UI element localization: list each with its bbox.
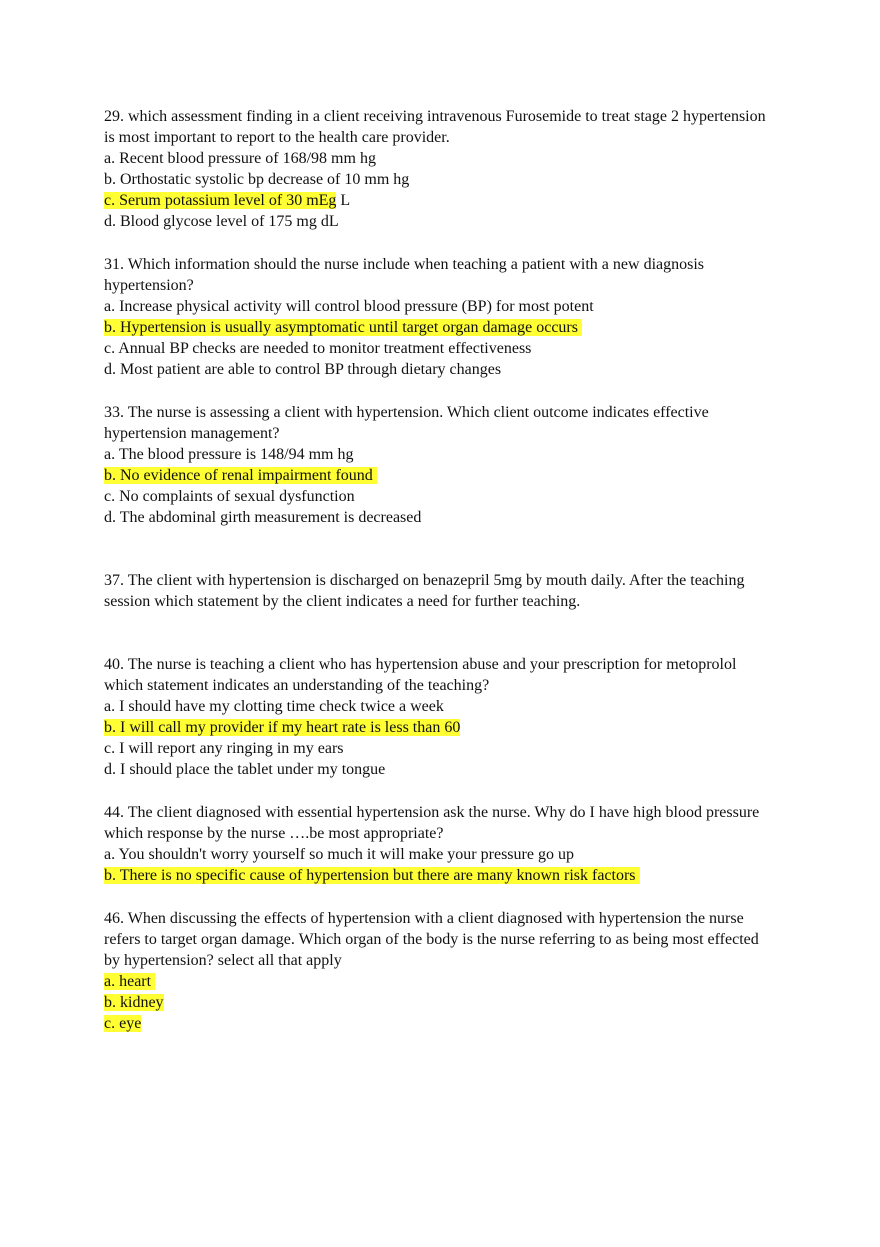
question-text: 29. which assessment finding in a client receiving intravenous Furosemide to treat stage 2 hypertension is most important to report to the health care provider. xyxy=(104,108,766,146)
question-29 xyxy=(104,106,776,232)
option-c xyxy=(104,338,776,359)
spacer xyxy=(104,886,776,908)
option-label: d. The abdominal girth measurement is decreased xyxy=(104,509,422,526)
option-label: d. Most patient are able to control BP through dietary changes xyxy=(104,361,502,378)
question-44 xyxy=(104,802,776,886)
option-label: c. eye xyxy=(104,1015,142,1032)
spacer xyxy=(104,380,776,402)
option-c xyxy=(104,738,776,759)
option-label: c. Annual BP checks are needed to monitor treatment effectiveness xyxy=(104,340,532,357)
question-text: 31. Which information should the nurse include when teaching a patient with a new diagnosis hypertension? xyxy=(104,256,705,294)
question-37 xyxy=(104,570,776,612)
option-label: b. I will call my provider if my heart rate is less than 60 xyxy=(104,719,461,736)
spacer xyxy=(104,528,776,570)
spacer xyxy=(104,232,776,254)
option-label: c. I will report any ringing in my ears xyxy=(104,740,344,757)
option-d xyxy=(104,759,776,780)
option-a xyxy=(104,444,776,465)
question-31 xyxy=(104,254,776,380)
option-label: a. Recent blood pressure of 168/98 mm hg xyxy=(104,150,376,167)
question-text: 37. The client with hypertension is discharged on benazepril 5mg by mouth daily. After the teaching session which statement by the client indicates a need for further teaching. xyxy=(104,572,745,610)
option-b-highlighted xyxy=(104,992,776,1013)
option-suffix: L xyxy=(336,192,351,209)
option-d xyxy=(104,211,776,232)
option-label: b. kidney xyxy=(104,994,164,1011)
option-label: d. Blood glycose level of 175 mg dL xyxy=(104,213,339,230)
option-d xyxy=(104,359,776,380)
option-a xyxy=(104,696,776,717)
option-label: c. Serum potassium level of 30 mEg xyxy=(104,192,337,209)
option-c xyxy=(104,486,776,507)
option-label: c. No complaints of sexual dysfunction xyxy=(104,488,355,505)
question-text: 46. When discussing the effects of hypertension with a client diagnosed with hypertension the nurse refers to target organ damage. Which organ of the body is the nurse referring to as being most effected by hypertension? select all that apply xyxy=(104,910,759,969)
question-text: 44. The client diagnosed with essential hypertension ask the nurse. Why do I have high blood pressure which response by the nurse ….be most appropriate? xyxy=(104,804,760,842)
option-b-highlighted xyxy=(104,865,776,886)
question-text: 33. The nurse is assessing a client with hypertension. Which client outcome indicates effective hypertension management? xyxy=(104,404,709,442)
option-label: b. Orthostatic systolic bp decrease of 10 mm hg xyxy=(104,171,410,188)
question-33 xyxy=(104,402,776,528)
option-b-highlighted xyxy=(104,317,776,338)
question-46 xyxy=(104,908,776,1034)
option-b-highlighted xyxy=(104,717,776,738)
option-label: b. No evidence of renal impairment found xyxy=(104,467,377,484)
spacer xyxy=(104,780,776,802)
option-a xyxy=(104,296,776,317)
option-label: a. The blood pressure is 148/94 mm hg xyxy=(104,446,354,463)
option-label: a. You shouldn't worry yourself so much it will make your pressure go up xyxy=(104,846,574,863)
question-text: 40. The nurse is teaching a client who has hypertension abuse and your prescription for metoprolol which statement indicates an understanding of the teaching? xyxy=(104,656,737,694)
option-c-highlighted xyxy=(104,1013,776,1034)
document-content xyxy=(104,106,776,1034)
option-a xyxy=(104,844,776,865)
option-a-highlighted xyxy=(104,971,776,992)
option-label: a. Increase physical activity will control blood pressure (BP) for most potent xyxy=(104,298,594,315)
option-b-highlighted xyxy=(104,465,776,486)
option-label: a. I should have my clotting time check twice a week xyxy=(104,698,444,715)
option-label: a. heart xyxy=(104,973,155,990)
option-a xyxy=(104,148,776,169)
spacer xyxy=(104,612,776,654)
question-40 xyxy=(104,654,776,780)
option-c-highlighted xyxy=(104,190,776,211)
option-label: b. Hypertension is usually asymptomatic until target organ damage occurs xyxy=(104,319,582,336)
option-label: d. I should place the tablet under my tongue xyxy=(104,761,386,778)
option-d xyxy=(104,507,776,528)
option-label: b. There is no specific cause of hypertension but there are many known risk factors xyxy=(104,867,640,884)
option-b xyxy=(104,169,776,190)
